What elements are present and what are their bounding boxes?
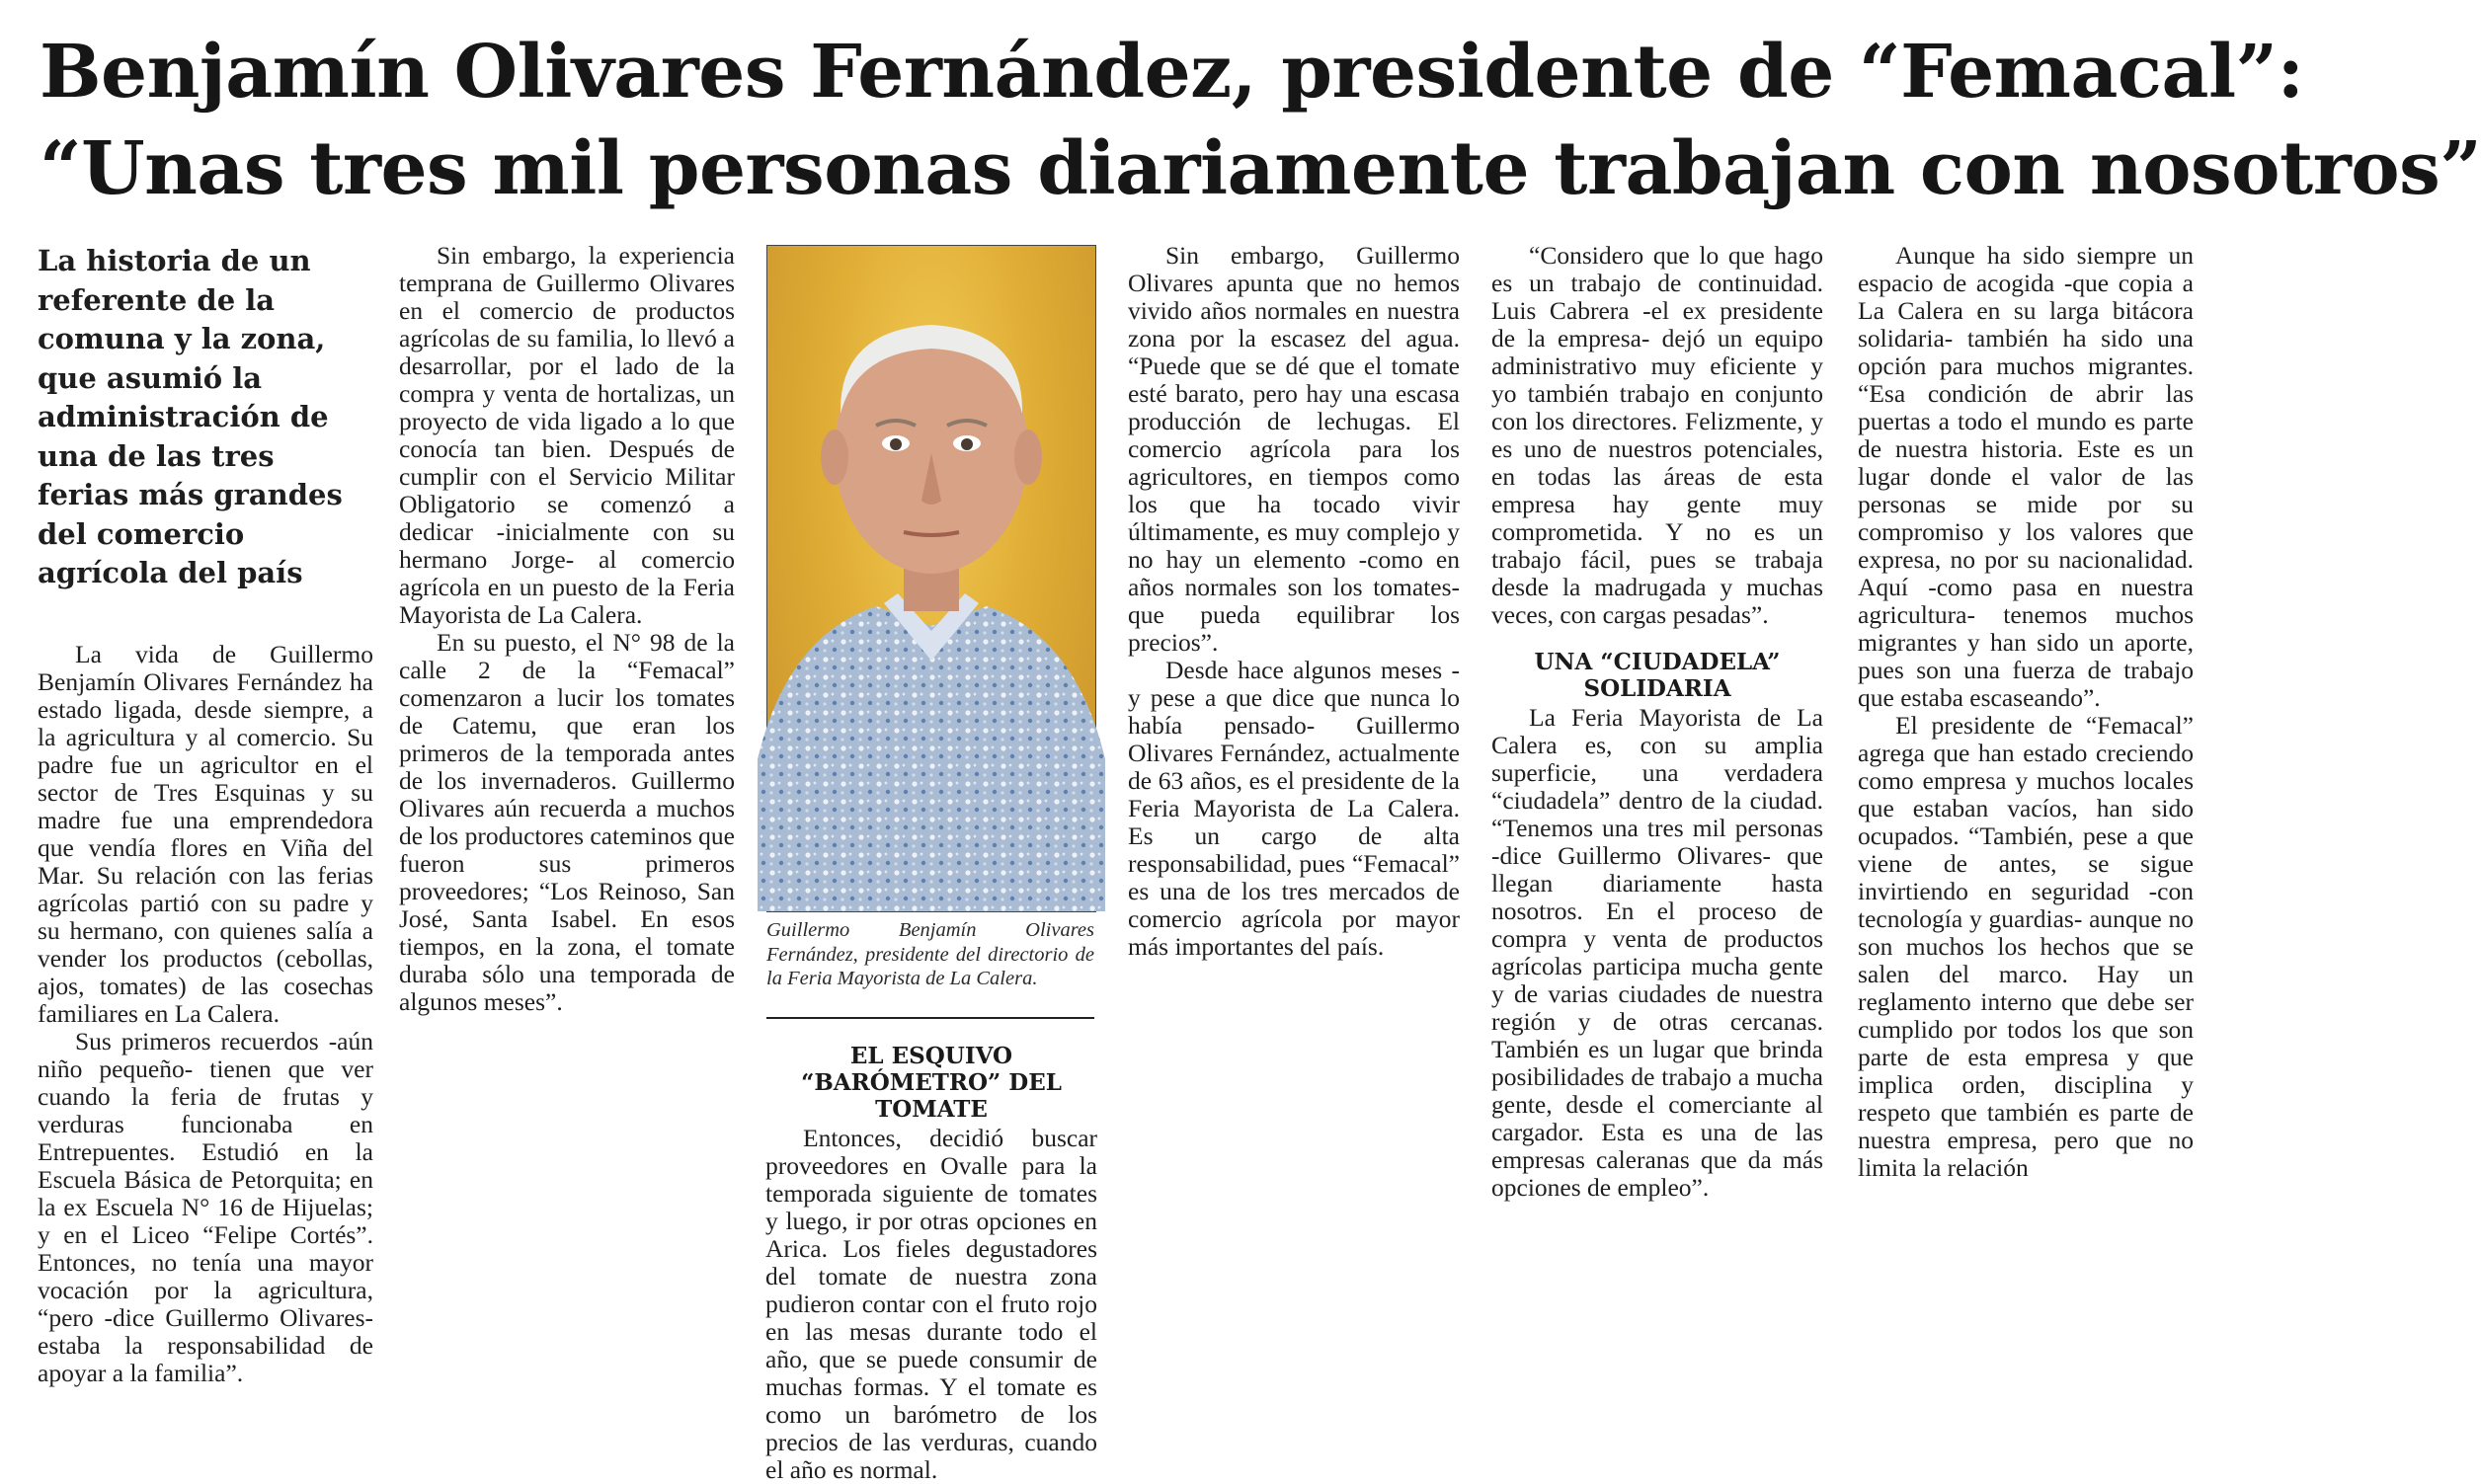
column-5 bbox=[1491, 242, 1823, 1269]
body-paragraph: El presidente de “Femacal” agrega que han estado creciendo como empresa y muchos locales que estaban vacíos, han sido ocupados. “También, pese a que viene de antes, se sigue invirtiendo en seguridad -con tecnología y guardias- aunque no son muchos los hechos que se salen del marco. Hay un reglamento interno que debe ser cumplido por todos los que son parte de esta empresa y que implica orden, disciplina y respeto que también es parte de nuestra empresa, pero que no limita la relación bbox=[1858, 711, 2194, 1182]
body-paragraph: Entonces, decidió buscar proveedores en Ovalle para la temporada siguiente de tomates y luego, ir por otras opciones en Arica. Los fieles degustadores del tomate de nuestra zona pudieron contar con el fruto rojo en las mesas durante todo el año, que se puede consumir de muchas formas. Y el tomate es como un barómetro de los precios de las verduras, cuando el año es normal. bbox=[765, 1124, 1097, 1484]
headline bbox=[40, 24, 2481, 217]
body-paragraph: La vida de Guillermo Benjamín Olivares Fernández ha estado ligada, desde siempre, a la agricultura y al comercio. Su padre fue un agricultor en el sector de Tres Esquinas y su madre fue una emprendedora que vendía flores en Viña del Mar. Su relación con las ferias agrícolas partió con su padre y su hermano, con quienes salía a vender los productos (cebollas, ajos, tomates) de las cosechas familiares en La Calera. bbox=[38, 639, 373, 1028]
column-2 bbox=[399, 242, 735, 1269]
column-6 bbox=[1858, 242, 2194, 1269]
body-paragraph: Desde hace algunos meses -y pese a que dice que nunca lo había pensado- Guillermo Olivares Fernández, actualmente de 63 años, es el presidente de la Feria Mayorista de La Calera. Es un cargo de alta responsabilidad, pues “Femacal” es una de los tres mercados de comercio agrícola por mayor más importantes del país. bbox=[1128, 656, 1460, 961]
column-1 bbox=[38, 242, 373, 1387]
section-heading-ciudadela: UNA “CIUDADELA” SOLIDARIA bbox=[1534, 649, 1781, 702]
column-3-lower bbox=[765, 1043, 1097, 1484]
body-paragraph: En su puesto, el N° 98 de la calle 2 de la “Femacal” comenzaron a lucir los tomates de Catemu, que eran los primeros de la temporada antes de los invernaderos. Guillermo Olivares aún recuerda a muchos de los productores cateminos que fueron sus primeros proveedores; “Los Reinoso, San José, Santa Isabel. En esos tiempos, en la zona, el tomate duraba sólo una temporada de algunos meses”. bbox=[399, 628, 735, 1016]
body-paragraph: La Feria Mayorista de La Calera es, con su amplia superficie, una verdadera “ciudadela” dentro de la ciudad. “Tenemos una tres mil personas -dice Guillermo Olivares- que llegan diariamente hasta nosotros. En el proceso de compra y venta de productos agrícolas participa mucha gente y de varias ciudades de nuestra región y de otras cercanas. También es un lugar que brinda posibilidades de trabajo a mucha gente, desde el comerciante al cargador. Esta es una de las empresas caleranas que da más opciones de empleo”. bbox=[1491, 703, 1823, 1202]
headline-line-1: Benjamín Olivares Fernández, presidente de “Femacal”: bbox=[40, 30, 2304, 115]
divider bbox=[766, 1017, 1094, 1019]
body-paragraph: Sin embargo, Guillermo Olivares apunta que no hemos vivido años normales en nuestra zona por la escasez del agua. “Puede que se dé que el tomate esté barato, pero hay una escasa producción de lechugas. El comercio agrícola para los agricultores, en tiempos como los que ha tocado vivir últimamente, es muy complejo y no hay un elemento -como en años normales son los tomates- que pueda equilibrar los precios”. bbox=[1128, 241, 1460, 657]
kicker: La historia de un referente de la comuna y la zona, que asumió la administración de una de las tres ferias más grandes del comercio agrícola del país bbox=[38, 244, 343, 589]
section-heading-barometro: EL ESQUIVO “BARÓMETRO” DEL TOMATE bbox=[801, 1043, 1062, 1123]
portrait-illustration bbox=[767, 246, 1095, 911]
body-paragraph: Aunque ha sido siempre un espacio de acogida -que copia a La Calera en su larga bitácora solidaria- también ha sido una opción para muchos migrantes. “Esa condición de abrir las puertas a todo el mundo es parte de nuestra historia. Este es un lugar donde el valor de las personas se mide por su compromiso y los valores que expresa, no por su nacionalidad. Aquí -como pasa en nuestra agricultura- tenemos muchos migrantes y han sido un aporte, pues son una fuerza de trabajo que estaba escaseando”. bbox=[1858, 241, 2194, 712]
body-paragraph: Sus primeros recuerdos -aún niño pequeño- tienen que ver cuando la feria de frutas y verduras funcionaba en Entrepuentes. Estudió en la Escuela Básica de Petorquita; en la ex Escuela N° 16 de Hijuelas; y en el Liceo “Felipe Cortés”. Entonces, no tenía una mayor vocación por la agricultura, “pero -dice Guillermo Olivares- estaba la responsabilidad de apoyar a la familia”. bbox=[38, 1026, 373, 1387]
body-paragraph: Sin embargo, la experiencia temprana de Guillermo Olivares en el comercio de productos agrícolas de su familia, lo llevó a desarrollar, por el lado de la compra y venta de hortalizas, un proyecto de vida ligado a lo que conocía tan bien. Después de cumplir con el Servicio Militar Obligatorio se comenzó a dedicar -inicialmente con su hermano Jorge- al comercio agrícola en un puesto de la Feria Mayorista de La Calera. bbox=[399, 241, 735, 629]
column-4 bbox=[1128, 242, 1460, 1269]
headline-line-2: “Unas tres mil personas diariamente trabajan con nosotros” bbox=[40, 126, 2481, 211]
body-paragraph: “Considero que lo que hago es un trabajo de continuidad. Luis Cabrera -el ex presidente de la empresa- dejó un equipo administrativo muy eficiente y yo también trabajo en conjunto con los directores. Felizmente, y es uno de nuestros potenciales, en todas las áreas de esta empresa hay gente muy comprometida. Y no es un trabajo fácil, pues se trabaja desde la madrugada y muchas veces, con cargas pesadas”. bbox=[1491, 241, 1823, 629]
portrait-photo bbox=[766, 245, 1096, 912]
photo-caption: Guillermo Benjamín Olivares Fernández, presidente del directorio de la Feria Mayorista de La Calera. bbox=[766, 919, 1094, 989]
